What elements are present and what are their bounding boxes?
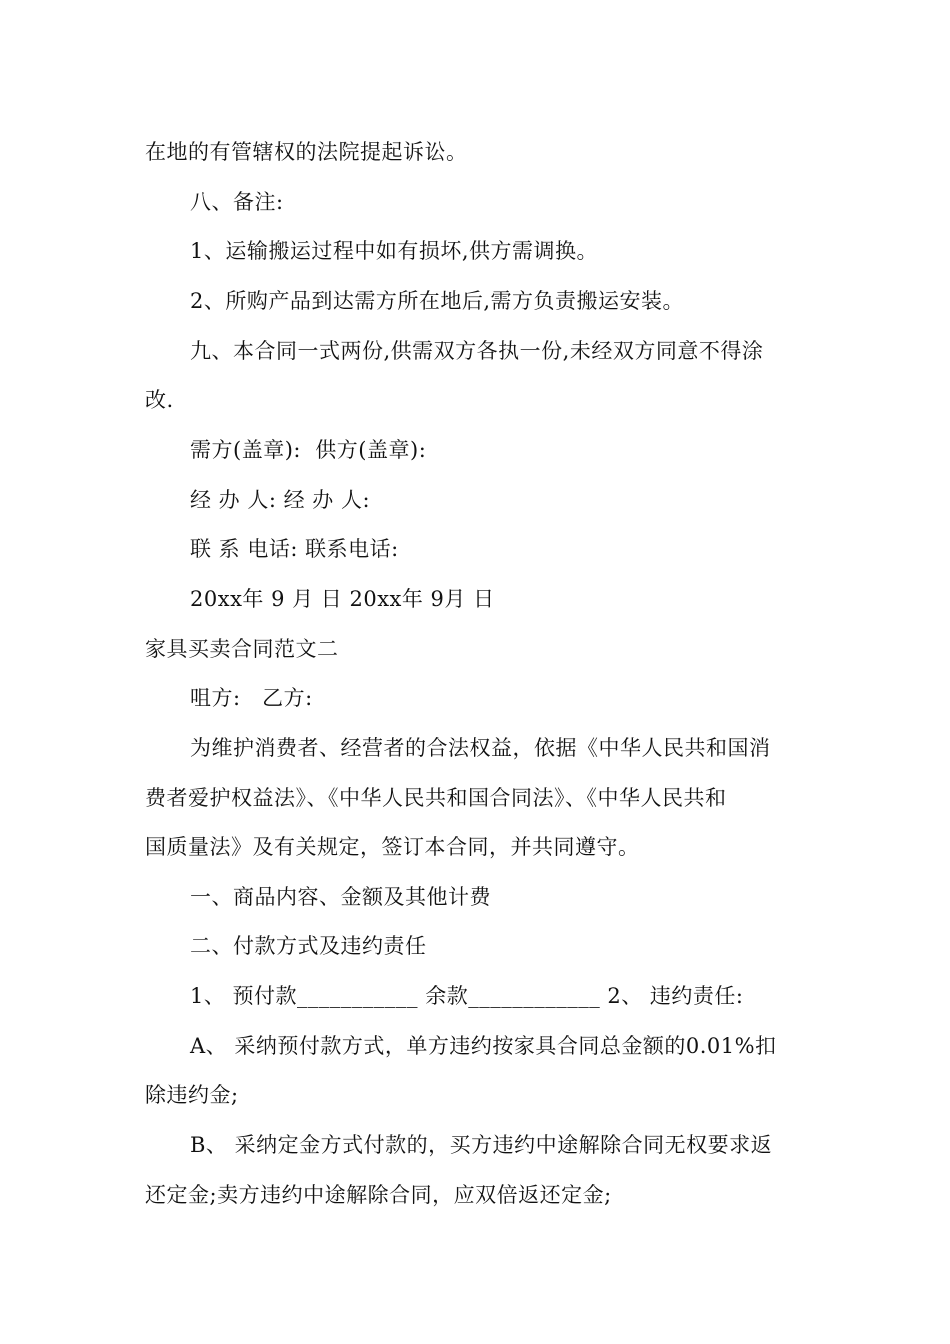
text-line: A、 采纳预付款方式，单方违约按家具合同总金额的0.01%扣 bbox=[190, 1034, 777, 1058]
text-line: 九、本合同一式两份,供需双方各执一份,未经双方同意不得涂 bbox=[190, 339, 764, 363]
text-line: 除违约金; bbox=[145, 1083, 239, 1107]
text-line: 国质量法》及有关规定，签订本合同，并共同遵守。 bbox=[145, 835, 640, 859]
text-line: 费者爱护权益法》、《中华人民共和国合同法》、《中华人民共和 bbox=[145, 786, 727, 810]
text-line: B、 采纳定金方式付款的，买方违约中途解除合同无权要求返 bbox=[190, 1133, 773, 1157]
text-line: 2、所购产品到达需方所在地后,需方负责搬运安装。 bbox=[190, 289, 685, 313]
signature-line: 需方(盖章): 供方(盖章): bbox=[190, 438, 427, 462]
parties-line: 咀方: 乙方: bbox=[190, 686, 313, 710]
date-line: 20xx年 9 月 日 20xx年 9月 日 bbox=[190, 587, 495, 611]
text-line: 还定金;卖方违约中途解除合同，应双倍返还定金; bbox=[145, 1183, 612, 1207]
text-line: 在地的有管辖权的法院提起诉讼。 bbox=[145, 140, 468, 164]
section-heading: 二、付款方式及违约责任 bbox=[190, 934, 427, 958]
text-line: 为维护消费者、经营者的合法权益，依据《中华人民共和国消 bbox=[190, 736, 771, 760]
payment-line: 1、 预付款___________ 余款____________ 2、 违约责任: bbox=[190, 984, 744, 1008]
section-heading: 八、备注: bbox=[190, 190, 284, 214]
signature-line: 联 系 电话: 联系电话: bbox=[190, 537, 399, 561]
text-line: 1、运输搬运过程中如有损坏,供方需调换。 bbox=[190, 239, 599, 263]
text-line: 改. bbox=[145, 388, 174, 412]
signature-line: 经 办 人: 经 办 人: bbox=[190, 488, 371, 512]
document-title: 家具买卖合同范文二 bbox=[145, 637, 339, 661]
section-heading: 一、商品内容、金额及其他计费 bbox=[190, 885, 491, 909]
